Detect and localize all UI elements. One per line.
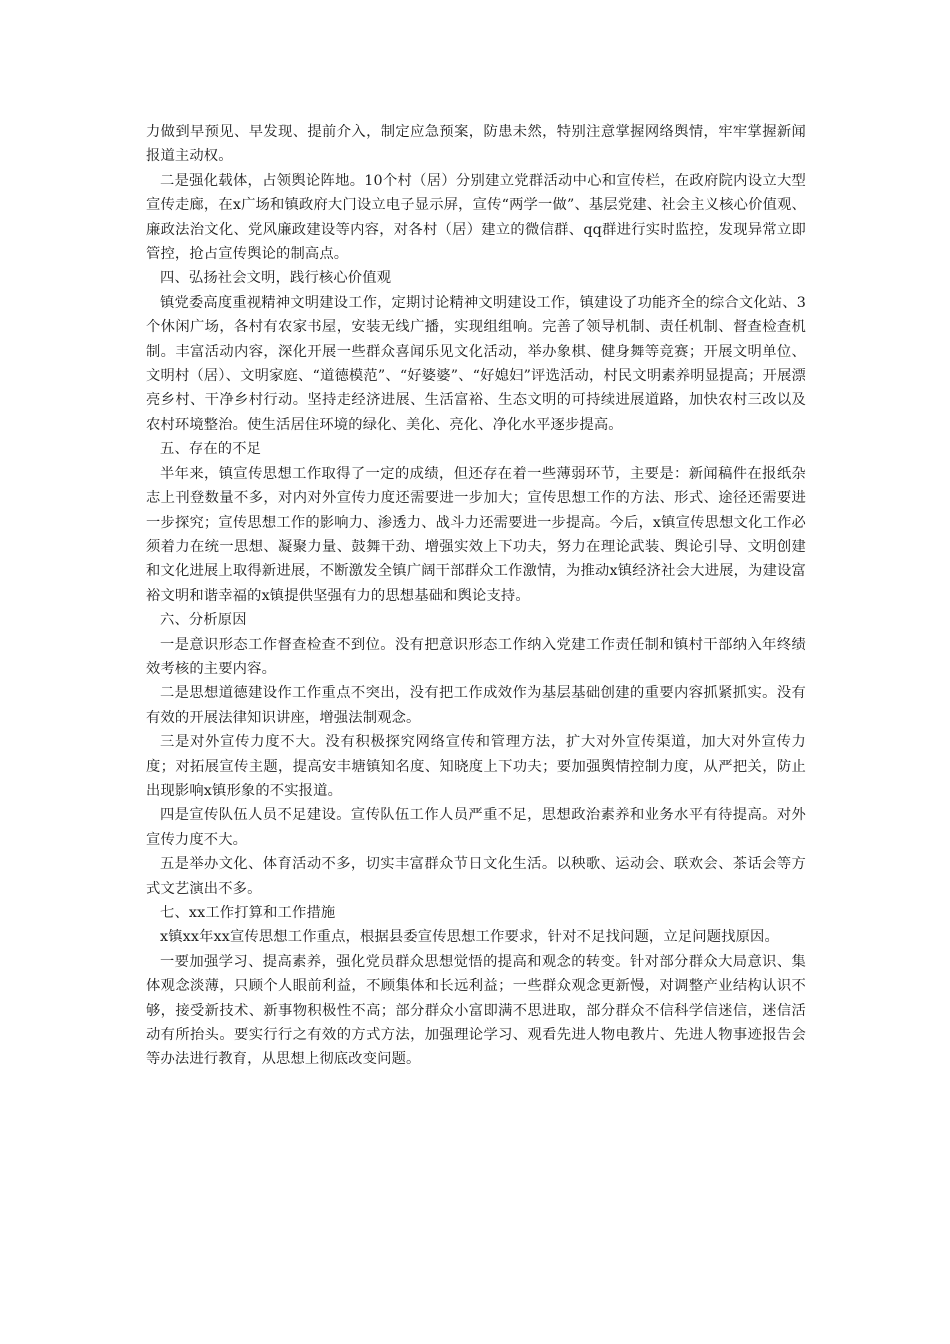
paragraph-reason-four: 四是宣传队伍人员不足建设。宣传队伍工作人员严重不足，思想政治素养和业务水平有待提高。对外宣传力度不大。 [146, 807, 806, 848]
paragraph-continued: 力做到早预见、早发现、提前介入，制定应急预案，防患未然，特别注意掌握网络舆情，牢牢掌握新闻报道主动权。 [146, 124, 806, 165]
document-body [146, 120, 806, 1072]
section-heading-analysis: 六、分析原因 [160, 612, 247, 629]
section-heading-plans: 七、xx工作打算和工作措施 [160, 905, 336, 921]
paragraph-plan-one: 一要加强学习、提高素养，强化党员群众思想觉悟的提高和观念的转变。针对部分群众大局意识、集体观念淡薄，只顾个人眼前利益，不顾集体和长远利益；一些群众观念更新慢，对调整产业结构认识不够，接受新技术、新事物积极性不高；部分群众小富即满不思进取，部分群众不信科学信迷信，迷信活动有所抬头。要实行行之有效的方式方法，加强理论学习、观看先进人物电教片、先进人物事迹报告会等办法进行教育，从思想上彻底改变问题。 [146, 953, 806, 1068]
paragraph-reason-five: 五是举办文化、体育活动不多，切实丰富群众节日文化生活。以秧歌、运动会、联欢会、茶话会等方式文艺演出不多。 [146, 856, 806, 897]
paragraph-reason-two: 二是思想道德建设作工作重点不突出，没有把工作成效作为基层基础创建的重要内容抓紧抓实。没有有效的开展法律知识讲座，增强法制观念。 [146, 685, 806, 726]
section-heading-civilization: 四、弘扬社会文明，践行核心价值观 [160, 270, 392, 287]
paragraph-reason-three: 三是对外宣传力度不大。没有积极探究网络宣传和管理方法，扩大对外宣传渠道，加大对外宣传力度；对拓展宣传主题，提高安丰塘镇知名度、知晓度上下功夫；要加强舆情控制力度，从严把关，防止出现影响x镇形象的不实报道。 [146, 734, 806, 799]
paragraph-shortcomings: 半年来，镇宣传思想工作取得了一定的成绩，但还存在着一些薄弱环节，主要是：新闻稿件在报纸杂志上刊登数量不多，对内对外宣传力度还需要进一步加大；宣传思想工作的方法、形式、途径还需要进一步探究；宣传思想工作的影响力、渗透力、战斗力还需要进一步提高。今后，x镇宣传思想文化工作必须着力在统一思想、凝聚力量、鼓舞干劲、增强实效上下功夫，努力在理论武装、舆论引导、文明创建和文化进展上取得新进展，不断激发全镇广阔干部群众工作激情，为推动x镇经济社会大进展，为建设富裕文明和谐幸福的x镇提供坚强有力的思想基础和舆论支持。 [146, 465, 806, 604]
paragraph-reason-one: 一是意识形态工作督查检查不到位。没有把意识形态工作纳入党建工作责任制和镇村干部纳入年终绩效考核的主要内容。 [146, 636, 806, 677]
paragraph-plan-focus: x镇xx年xx宣传思想工作重点，根据县委宣传思想工作要求，针对不足找问题，立足问题找原因。 [160, 929, 779, 946]
paragraph-strengthen-carrier: 二是强化载体，占领舆论阵地。10个村（居）分别建立党群活动中心和宣传栏，在政府院内设立大型宣传走廊，在x广场和镇政府大门设立电子显示屏，宣传“两学一做”、基层党建、社会主义核心价值观、廉政法治文化、党风廉政建设等内容，对各村（居）建立的微信群、qq群进行实时监控，发现异常立即管控，抢占宣传舆论的制高点。 [146, 172, 806, 263]
section-heading-shortcomings: 五、存在的不足 [160, 441, 262, 458]
paragraph-civilization: 镇党委高度重视精神文明建设工作，定期讨论精神文明建设工作，镇建设了功能齐全的综合文化站、3个休闲广场，各村有农家书屋，安装无线广播，实现组组响。完善了领导机制、责任机制、督查检查机制。丰富活动内容，深化开展一些群众喜闻乐见文化活动，举办象棋、健身舞等竞赛；开展文明单位、文明村（居）、文明家庭、“道德模范”、“好婆婆”、“好媳妇”评选活动，村民文明素养明显提高；开展漂亮乡村、干净乡村行动。坚持走经济进展、生活富裕、生态文明的可持续进展道路，加快农村三改以及农村环境整治。使生活居住环境的绿化、美化、亮化、净化水平逐步提高。 [146, 294, 806, 433]
